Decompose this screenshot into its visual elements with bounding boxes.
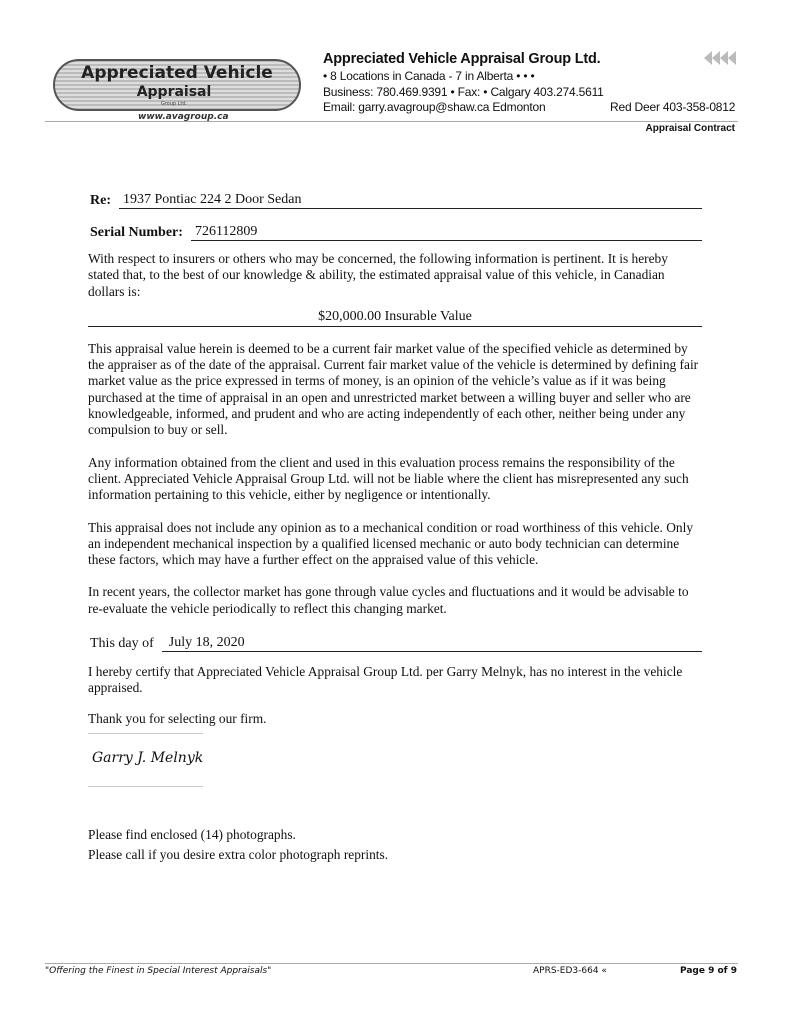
- signature: Garry J. Melnyk: [92, 749, 204, 766]
- serial-number: 726112809: [191, 224, 702, 241]
- footer-tagline: "Offering the Finest in Special Interest Appraisals": [45, 966, 272, 976]
- date-row: [88, 635, 702, 652]
- insurable-value: $20,000.00 Insurable Value: [88, 308, 702, 327]
- company-logo: [52, 58, 302, 112]
- serial-label: Serial Number:: [90, 225, 183, 240]
- thanks-line: Thank you for selecting our firm.: [88, 710, 267, 726]
- logo-line3: Group Ltd.: [160, 101, 188, 107]
- logo-website: www.avagroup.ca: [138, 112, 229, 122]
- red-deer-phone: Red Deer 403-358-0812: [610, 100, 736, 114]
- re-label: Re:: [90, 193, 111, 208]
- logo-line1: Appreciated Vehicle: [81, 63, 273, 83]
- photos-line: Please find enclosed (14) photographs.: [88, 826, 296, 842]
- intro-paragraph: With respect to insurers or others who may be concerned, the following information is pertinent. It is hereby stated that, to the best of our knowledge & ability, the estimated appraisal value of this vehicle, in Canadian dollars is:: [88, 251, 668, 299]
- date-value: July 18, 2020: [162, 635, 702, 652]
- locations-line: • 8 Locations in Canada - 7 in Alberta • • •: [323, 69, 535, 83]
- rewind-arrows-icon: [704, 51, 738, 65]
- mechanical-paragraph: This appraisal does not include any opinion as to a mechanical condition or road worthiness of this vehicle. Only an independent mechanical inspection by a qualified licensed mechanic or auto body technician can determine these factors, which may have a further effect on the appraised value of this vehicle.: [88, 519, 694, 568]
- signature-box: [88, 733, 203, 787]
- date-label: This day of: [90, 636, 154, 652]
- certify-paragraph: I hereby certify that Appreciated Vehicle Appraisal Group Ltd. per Garry Melnyk, has no interest in the vehicle appraised.: [88, 664, 683, 696]
- contract-body: [88, 192, 702, 864]
- header-divider: [45, 121, 738, 122]
- reprints-line: Please call if you desire extra color photograph reprints.: [88, 847, 389, 863]
- vehicle-description: 1937 Pontiac 224 2 Door Sedan: [119, 192, 702, 209]
- business-line: Business: 780.469.9391 • Fax: • Calgary 403.274.5611: [323, 85, 604, 99]
- fair-market-paragraph: This appraisal value herein is deemed to be a current fair market value of the specified vehicle as determined by the appraiser as of the date of the appraisal. Current fair market value of the vehicle is determined by defining fair market value as the price expressed in terms of money, is an opinion of the vehicle’s value as if it was being purchased at the time of appraisal in an open and unrestricted market between a willing buyer and seller who are knowledgeable, informed, and prudent and who are acting independently of each other, neither being under any compulsion to buy or sell.: [88, 340, 699, 438]
- logo-ellipse-icon: [52, 58, 302, 112]
- document-code: APRS-ED3-664 «: [533, 966, 607, 976]
- re-row: [88, 192, 702, 209]
- company-name: Appreciated Vehicle Appraisal Group Ltd.: [323, 51, 601, 67]
- page-number: Page 9 of 9: [680, 966, 737, 976]
- email-line: Email: garry.avagroup@shaw.ca Edmonton: [323, 100, 546, 114]
- document-type: Appraisal Contract: [645, 123, 735, 134]
- serial-row: [88, 224, 702, 241]
- liability-paragraph: Any information obtained from the client and used in this evaluation process remains the responsibility of the client. Appreciated Vehicle Appraisal Group Ltd. will not be liable where the client has misrepresented any such information pertaining to this vehicle, either by negligence or intentionally.: [88, 454, 689, 503]
- market-paragraph: In recent years, the collector market has gone through value cycles and fluctuations and it would be advisable to re-evaluate the vehicle periodically to reflect this changing market.: [88, 584, 689, 616]
- footer-divider: [45, 963, 738, 964]
- logo-line2: Appraisal: [136, 84, 212, 100]
